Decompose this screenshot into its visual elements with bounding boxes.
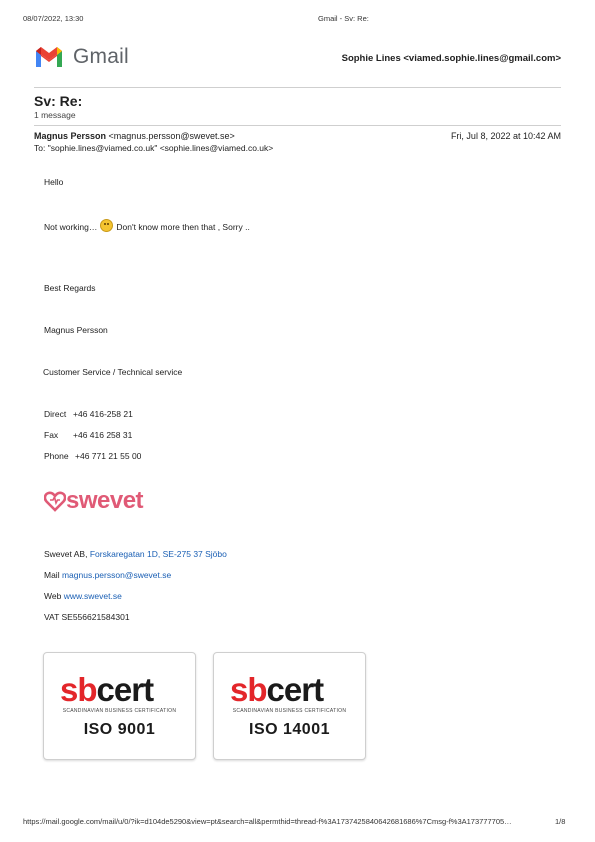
- iso-9001-badge: [43, 652, 196, 760]
- sbcert-subtitle: SCANDINAVIAN BUSINESS CERTIFICATION: [62, 708, 177, 714]
- thread-subject: Sv: Re:: [34, 93, 83, 109]
- iso-14001-badge: [213, 652, 366, 760]
- sender-name: Magnus Persson: [34, 131, 107, 141]
- direct-label: Direct: [44, 409, 67, 419]
- divider: [34, 125, 561, 126]
- sender: [34, 131, 235, 141]
- iso-label: ISO 9001: [83, 721, 156, 738]
- body-text-b: Don't know more then that , Sorry ..: [116, 222, 250, 232]
- body-text-a: Not working…: [44, 222, 98, 232]
- regards: Best Regards: [44, 283, 96, 293]
- fax-label: Fax: [44, 430, 59, 440]
- recipient-line: To: "sophie.lines@viamed.co.uk" <sophie.lines@viamed.co.uk>: [34, 143, 274, 153]
- body-line: [44, 219, 250, 232]
- vat-number: VAT SE556621584301: [44, 612, 130, 622]
- website-link[interactable]: www.swevet.se: [63, 591, 122, 601]
- print-datetime: 08/07/2022, 13:30: [23, 14, 84, 23]
- sbcert-brand-b: cert: [96, 671, 154, 708]
- address-link[interactable]: Forskaregatan 1D, SE-275 37 Sjöbo: [89, 549, 227, 559]
- sbcert-brand-b: cert: [266, 671, 324, 708]
- sbcert-logo: [230, 671, 323, 709]
- gmail-logo-icon: [34, 45, 64, 68]
- message-count: 1 message: [34, 110, 76, 120]
- print-page-title: Gmail - Sv: Re:: [318, 14, 369, 23]
- gmail-logo-text: Gmail: [73, 45, 129, 68]
- page-number: 1/8: [555, 817, 566, 826]
- company-name: Swevet AB,: [44, 549, 88, 559]
- signature-name: Magnus Persson: [44, 325, 108, 335]
- iso-label: ISO 14001: [249, 721, 330, 738]
- message-date: Fri, Jul 8, 2022 at 10:42 AM: [450, 131, 561, 141]
- fax-number: +46 416 258 31: [73, 430, 133, 440]
- greeting: Hello: [44, 177, 64, 187]
- sbcert-logo: [60, 671, 153, 709]
- sbcert-brand-a: sb: [230, 671, 267, 708]
- mail-line: [44, 570, 171, 580]
- account-label: Sophie Lines <viamed.sophie.lines@gmail.com>: [341, 53, 561, 64]
- web-line: [44, 591, 122, 601]
- phone-number: +46 771 21 55 00: [75, 451, 142, 461]
- swevet-wordmark: swevet: [66, 487, 144, 514]
- print-url: https://mail.google.com/mail/u/0/?ik=d104de5290&view=pt&search=all&permthid=thread-f%3A1737425840642681686%7Cmsg-f%3A173777705…: [23, 817, 512, 826]
- phone-label: Phone: [44, 451, 69, 461]
- swevet-logo: [44, 487, 143, 515]
- signature-role: Customer Service / Technical service: [43, 367, 183, 377]
- confused-face-icon: [100, 219, 113, 232]
- mail-label: Mail: [44, 570, 60, 580]
- sbcert-subtitle: SCANDINAVIAN BUSINESS CERTIFICATION: [232, 708, 347, 714]
- web-label: Web: [44, 591, 62, 601]
- sbcert-brand-a: sb: [60, 671, 97, 708]
- sender-email: <magnus.persson@swevet.se>: [108, 131, 235, 141]
- direct-phone: +46 416-258 21: [73, 409, 133, 419]
- divider: [34, 87, 561, 88]
- heart-icon: [44, 490, 66, 512]
- company-line: [44, 549, 227, 559]
- email-link[interactable]: magnus.persson@swevet.se: [61, 570, 172, 580]
